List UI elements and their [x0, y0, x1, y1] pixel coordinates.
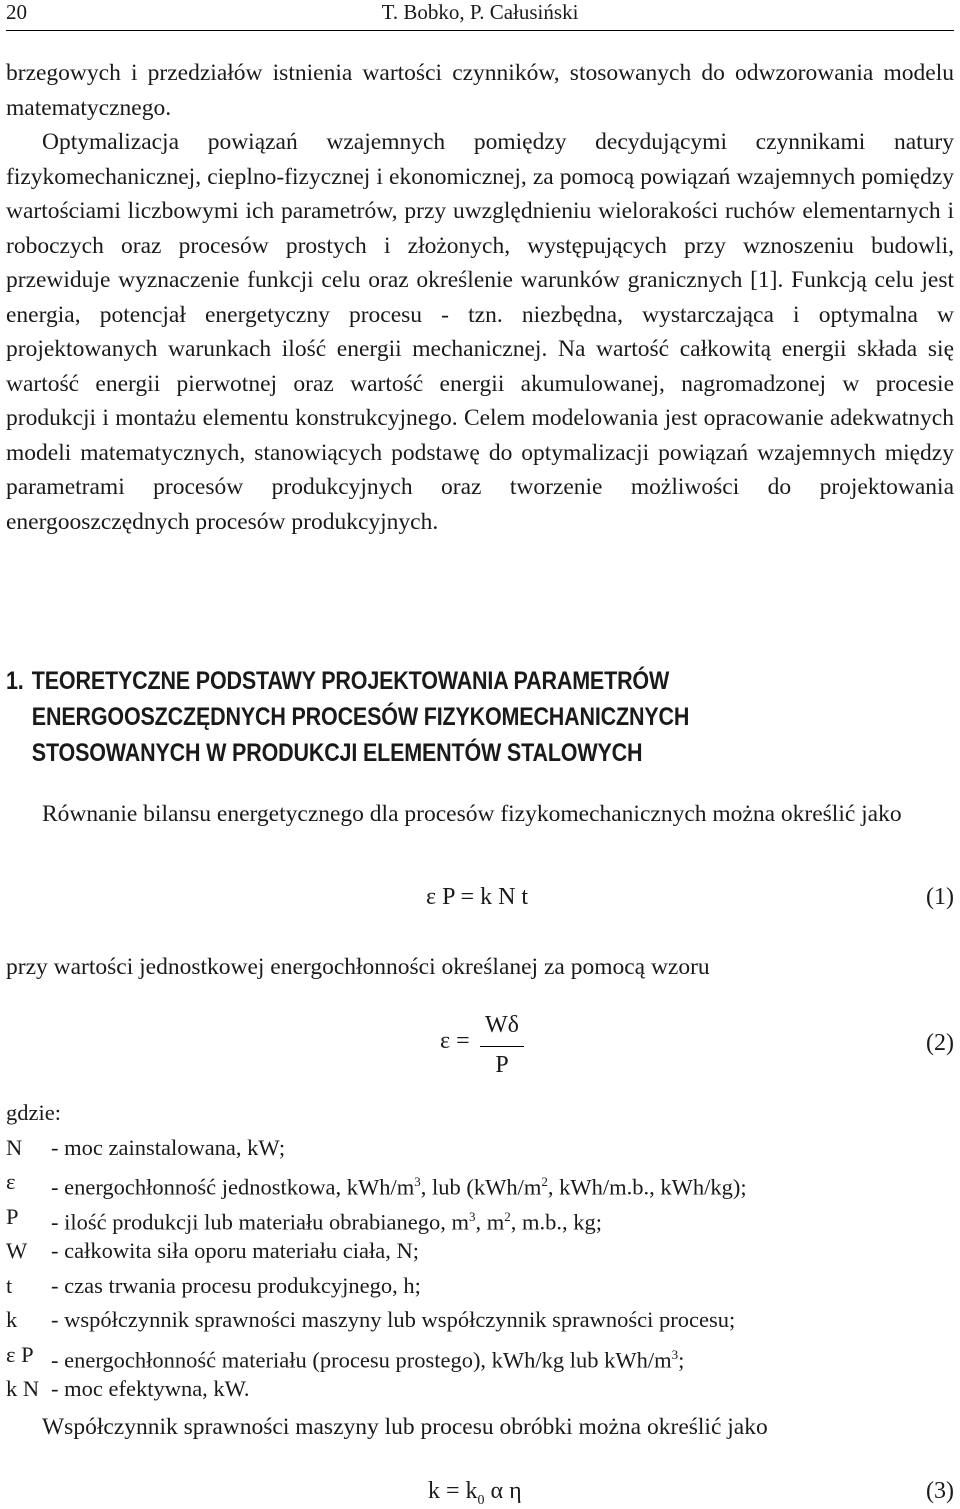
- definitions-intro: gdzie:: [6, 1100, 61, 1125]
- page-header: [6, 0, 954, 31]
- equation-1-number: (1): [926, 884, 954, 910]
- equation-2-denominator: P: [495, 1052, 509, 1078]
- definition-item: [6, 1338, 954, 1373]
- definition-item: [6, 1303, 954, 1338]
- definition-text: - energochłonność jednostkowa, kWh/$m^3$, lub ($kWh/m^2$, kWh/m.b., kWh/kg);: [51, 1174, 747, 1200]
- equation-3-expression: $k = k_0$ α η: [428, 1478, 522, 1508]
- definition-text: - moc efektywna, kW.: [51, 1376, 250, 1401]
- definition-item: [6, 1131, 954, 1166]
- section-title-line-3: STOSOWANYCH W PRODUKCJI ELEMENTÓW STALOWYCH: [31, 739, 643, 767]
- definition-symbol: W: [6, 1238, 28, 1263]
- definition-text: - współczynnik sprawności maszyny lub współczynnik sprawności procesu;: [51, 1307, 736, 1332]
- paragraph-5: Współczynnik sprawności maszyny lub procesu obróbki można określić jako: [42, 1414, 768, 1440]
- definition-symbol: k N: [6, 1376, 40, 1401]
- definition-item: [6, 1372, 954, 1407]
- definition-text: - moc zainstalowana, kW;: [51, 1134, 286, 1160]
- definition-symbol: N: [6, 1134, 23, 1160]
- definition-text: - czas trwania procesu produkcyjnego, h;: [51, 1272, 421, 1298]
- definition-symbol: k: [6, 1307, 18, 1332]
- definition-symbol: ε P: [6, 1341, 34, 1367]
- definition-text: - energochłonność materiału (procesu prostego), kWh/kg lub kWh/$m^3$;: [51, 1346, 685, 1372]
- equation-2-number: (2): [926, 1030, 954, 1056]
- definition-symbol: t: [6, 1272, 13, 1298]
- definition-item: [6, 1269, 954, 1304]
- section-title-line-2: ENERGOOSZCZĘDNYCH PROCESÓW FIZYKOMECHANICZNYCH: [31, 703, 690, 731]
- paragraph-4: przy wartości jednostkowej energochłonności określanej za pomocą wzoru: [6, 954, 710, 980]
- definition-text: - ilość produkcji lub materiału obrabianego, $m^3$, $m^2$, m.b., kg;: [51, 1208, 603, 1234]
- definition-item: [6, 1234, 954, 1269]
- definition-symbol: ε: [6, 1169, 16, 1194]
- equation-2-lhs: ε =: [440, 1028, 470, 1054]
- paragraph-3: Równanie bilansu energetycznego dla procesów fizykomechanicznych można określić jako: [42, 801, 902, 827]
- section-number: 1.: [6, 667, 24, 695]
- equation-1-expression: ε P = k N t: [426, 884, 529, 910]
- paragraph-2: Optymalizacja powiązań wzajemnych pomiędzy decydującymi czynnikami natury fizykomechanicznej, cieplno-fizycznej i ekonomicznej, za pomocą powiązań wzajemnych pomiędzy wartościami liczbowymi ich parametrów, przy uwzględnieniu wielorakości ruchów elementarnych i roboczych oraz procesów prostych i złożonych, występujących przy wznoszeniu budowli, przewiduje wyznaczenie funkcji celu oraz określenie warunków granicznych [1]. Funkcją celu jest energia, potencjał energetyczny procesu - tzn. niezbędna, wystarczająca i optymalna w projektowanych warunkach ilość energii mechanicznej. Na wartość całkowitą energii składa się wartość energii pierwotnej oraz wartość energii akumulowanej, nagromadzonej w procesie produkcji i montażu elementu konstrukcyjnego. Celem modelowania jest opracowanie adekwatnych modeli matematycznych, stanowiących podstawę do optymalizacji powiązań wzajemnych między parametrami procesów produkcyjnych oraz tworzenie możliwości do projektowania energooszczędnych procesów produkcyjnych.: [6, 129, 954, 535]
- page-number: 20: [6, 0, 27, 24]
- equation-3-number: (3): [926, 1478, 954, 1504]
- fraction-bar: [480, 1046, 524, 1047]
- equation-2-numerator: Wδ: [485, 1012, 519, 1038]
- running-head-authors: T. Bobko, P. Całusiński: [381, 0, 579, 24]
- definition-item: [6, 1200, 954, 1235]
- section-title-line-1: TEORETYCZNE PODSTAWY PROJEKTOWANIA PARAMETRÓW: [31, 667, 670, 695]
- section-heading: [6, 663, 821, 771]
- paragraph-1: brzegowych i przedziałów istnienia wartości czynników, stosowanych do odwzorowania modelu matematycznego.: [6, 60, 954, 121]
- definition-symbol: P: [6, 1203, 19, 1229]
- definition-item: [6, 1165, 954, 1200]
- definition-text: - całkowita siła oporu materiału ciała, N;: [51, 1238, 419, 1263]
- definitions-list: [6, 1096, 954, 1407]
